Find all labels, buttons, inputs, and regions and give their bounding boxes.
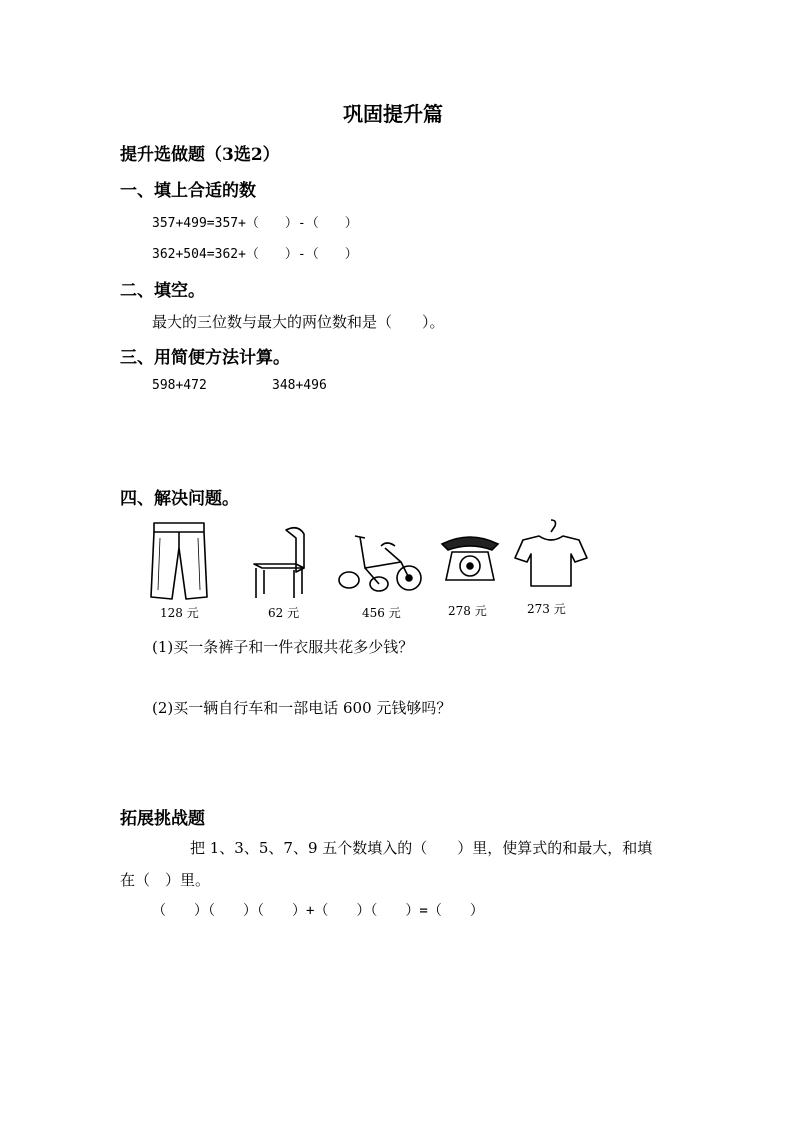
challenge-text-line-1: 把 1、3、5、7、9 五个数填入的（ ）里，使算式的和最大，和填 [190, 839, 653, 857]
price-chair: 62 元 [268, 606, 300, 620]
q3-expr-2: 348+496 [272, 378, 327, 393]
tricycle-icon [335, 528, 425, 600]
q4-heading: 四、解决问题。 [120, 489, 239, 509]
challenge-equation: （ ）（ ）（ ）+（ ）（ ）=（ ） [152, 903, 484, 919]
pants-icon [148, 520, 210, 602]
q3-expr-1: 598+472 [152, 378, 207, 393]
q1-heading: 一、填上合适的数 [120, 181, 256, 201]
q1-line-1: 357+499=357+（ ）-（ ） [152, 216, 358, 231]
section-heading-choose: 提升选做题（3选2） [120, 145, 280, 165]
chair-icon [248, 524, 310, 602]
price-shirt: 273 元 [527, 602, 566, 616]
q4-subquestion-1: (1)买一条裤子和一件衣服共花多少钱？ [152, 638, 414, 656]
shirt-icon [513, 518, 589, 590]
q2-heading: 二、填空。 [120, 281, 205, 301]
challenge-text-line-2: 在（ ）里。 [120, 871, 211, 889]
price-telephone: 278 元 [448, 604, 487, 618]
price-pants: 128 元 [160, 606, 199, 620]
price-tricycle: 456 元 [362, 606, 401, 620]
page-title: 巩固提升篇 [343, 102, 443, 126]
q1-line-2: 362+504=362+（ ）-（ ） [152, 247, 358, 262]
q4-subquestion-2: (2)买一辆自行车和一部电话 600 元钱够吗？ [152, 699, 452, 717]
telephone-icon [440, 534, 500, 584]
challenge-heading: 拓展挑战题 [120, 809, 205, 829]
q3-heading: 三、用简便方法计算。 [120, 348, 290, 368]
q2-text: 最大的三位数与最大的两位数和是（ ）。 [152, 313, 445, 331]
